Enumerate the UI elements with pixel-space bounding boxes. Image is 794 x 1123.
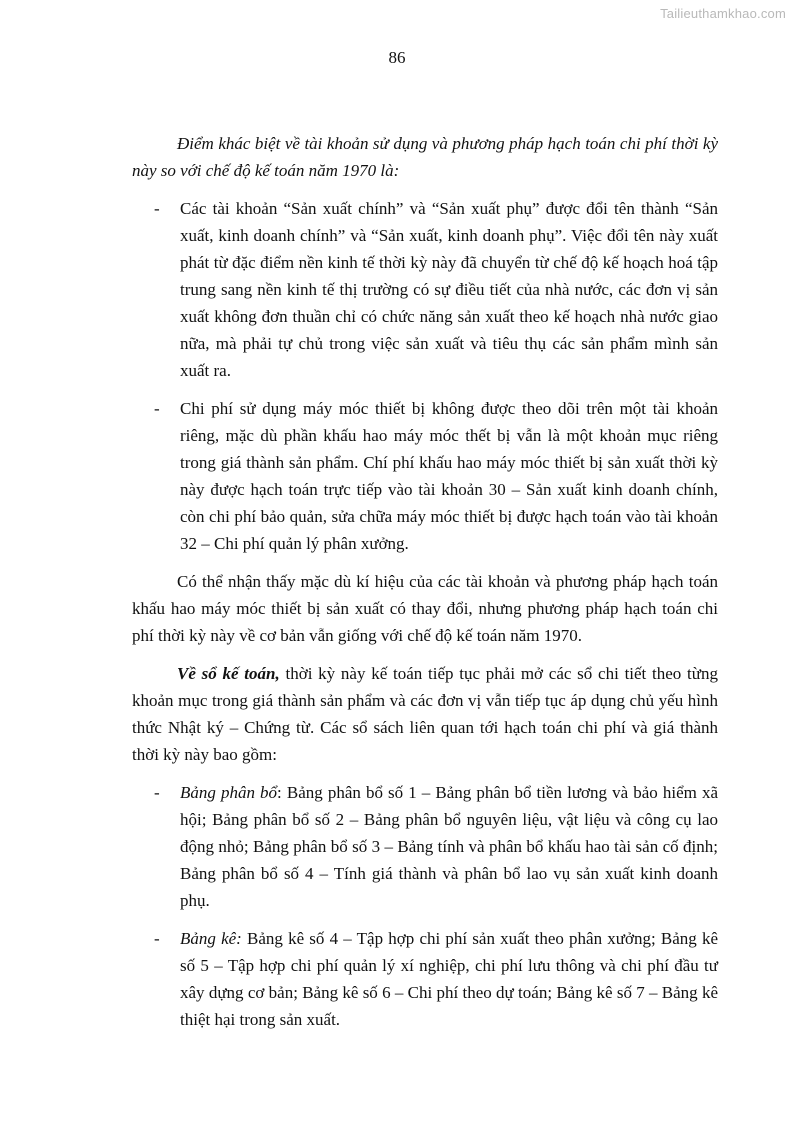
document-body — [132, 130, 718, 1044]
list-item — [132, 925, 718, 1033]
list-item-text: Chi phí sử dụng máy móc thiết bị không được theo dõi trên một tài khoản riêng, mặc dù phần khấu hao máy móc thết bị vẫn là một khoản mục riêng trong giá thành sản phẩm. Chí phí khấu hao máy móc thiết bị sản xuất thời kỳ này được hạch toán trực tiếp vào tài khoản 30 – Sản xuất kinh doanh chính, còn chi phí bảo quản, sửa chữa máy móc thiết bị được hạch toán vào tài khoản 32 – Chi phí quản lý phân xưởng. — [180, 399, 718, 553]
bullet-dash: - — [154, 783, 160, 802]
accounting-books-paragraph — [132, 660, 718, 768]
list-item-text: : Bảng phân bổ số 1 – Bảng phân bổ tiền lương và bảo hiểm xã hội; Bảng phân bổ số 2 – Bảng phân bổ nguyên liệu, vật liệu và công cụ lao động nhỏ; Bảng phân bổ số 3 – Bảng tính và phân bổ khấu hao tài sản cố định; Bảng phân bổ số 4 – Tính giá thành và phân bổ lao vụ sản xuất kinh doanh phụ. — [180, 783, 718, 910]
body-paragraph: Có thể nhận thấy mặc dù kí hiệu của các tài khoản và phương pháp hạch toán khấu hao máy móc thiết bị sản xuất có thay đổi, nhưng phương pháp hạch toán chi phí thời kỳ này về cơ bản vẫn giống với chế độ kế toán năm 1970. — [132, 572, 718, 645]
list-item — [132, 395, 718, 557]
list-item-text: Bảng kê số 4 – Tập hợp chi phí sản xuất theo phân xưởng; Bảng kê số 5 – Tập hợp chi phí quản lý xí nghiệp, chi phí lưu thông và chi phí đầu tư xây dựng cơ bản; Bảng kê số 6 – Chi phí theo dự toán; Bảng kê số 7 – Bảng kê thiệt hại trong sản xuất. — [180, 929, 719, 1029]
bullet-dash: - — [154, 929, 160, 948]
page-number: 86 — [388, 48, 406, 67]
paragraph-text: thời kỳ này kế toán tiếp tục phải mở các sổ chi tiết theo từng khoản mục trong giá thành sản phẩm và các đơn vị vẫn tiếp tục áp dụng chủ yếu hình thức Nhật ký – Chứng từ. Các sổ sách liên quan tới hạch toán chi phí và giá thành thời kỳ này bao gồm: — [132, 664, 718, 764]
list-item-text: Các tài khoản “Sản xuất chính” và “Sản xuất phụ” được đổi tên thành “Sản xuất, kinh doanh chính” và “Sản xuất, kinh doanh phụ”. Việc đổi tên này xuất phát từ đặc điểm nền kinh tế thời kỳ này đã chuyển từ chế độ kế hoạch hoá tập trung sang nền kinh tế thị trường có sự điều tiết của nhà nước, các đơn vị sản xuất không đơn thuần chỉ có chức năng sản xuất theo kế hoạch nhà nước giao nữa, mà phải tự chủ trong việc sản xuất và tiêu thụ các sản phẩm mình sản xuất ra. — [180, 199, 718, 380]
list-item — [132, 779, 718, 914]
list-item — [132, 195, 718, 384]
watermark-text: Tailieuthamkhao.com — [660, 6, 786, 21]
intro-paragraph: Điểm khác biệt về tài khoản sử dụng và phương pháp hạch toán chi phí thời kỳ này so với chế độ kế toán năm 1970 là: — [132, 134, 718, 180]
bullet-dash: - — [154, 399, 160, 418]
paragraph-lead: Về sổ kế toán, — [177, 664, 280, 683]
list-item-lead: Bảng phân bổ — [180, 783, 278, 802]
list-item-lead: Bảng kê: — [180, 929, 242, 948]
bullet-dash: - — [154, 199, 160, 218]
